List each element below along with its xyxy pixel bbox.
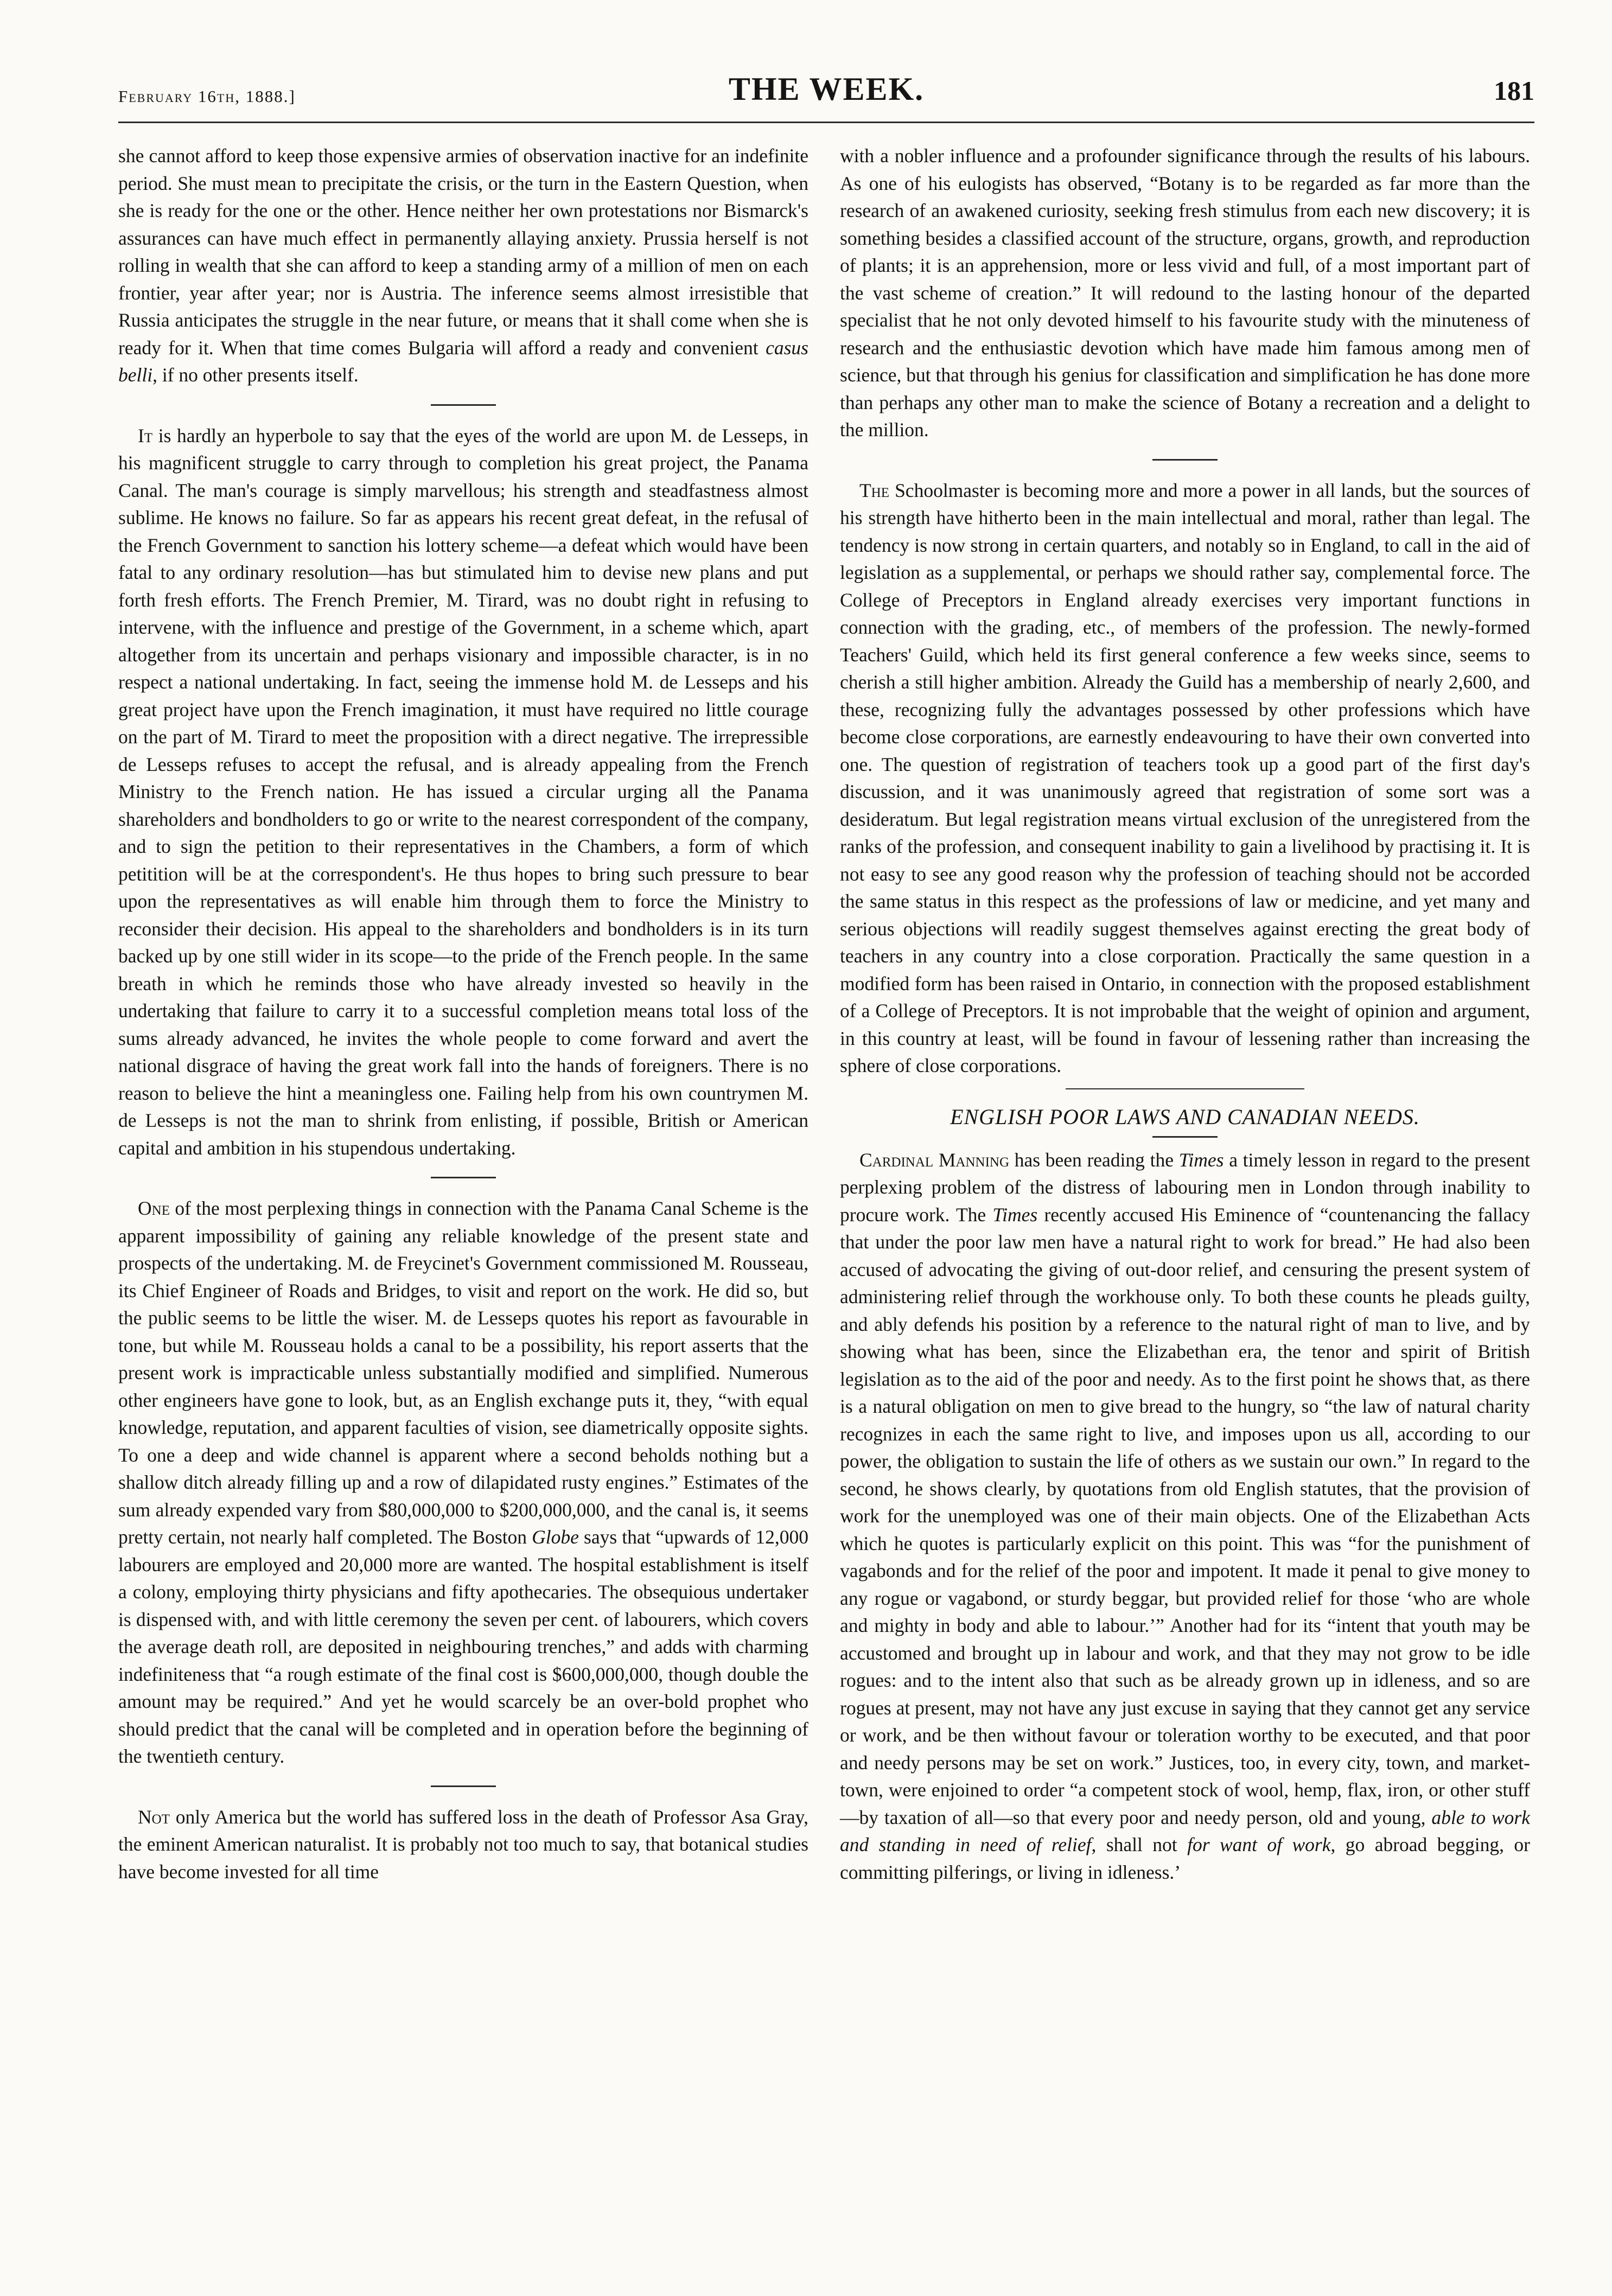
paragraph-schoolmaster [840, 477, 1530, 1080]
section-divider [431, 404, 496, 406]
page-header [118, 64, 1534, 118]
header-rule [118, 122, 1534, 123]
section-divider [1152, 459, 1218, 461]
paragraph-asa-gray [118, 1803, 808, 1886]
masthead-title: THE WEEK. [728, 71, 925, 107]
italic-phrase: Times [1178, 1149, 1224, 1171]
lead-word: The [859, 479, 890, 501]
paragraph-text: only America but the world has suffered loss in the death of Professor Asa Gray, the eminent American naturalist. It is probably not too much to say, that botanical studies have become invested for all time [118, 1806, 808, 1883]
lead-word: Cardinal Manning [859, 1149, 1010, 1171]
paragraph-text: says that “upwards of 12,000 labourers are employed and 20,000 more are wanted. The hospital establishment is itself a colony, employing thirty physicians and fifty apothecaries. The obsequious undertaker is dispensed with, and with little ceremony the seven per cent. of labourers, which covers the average death roll, are deposited in neighbouring trenches,” and adds with charming indefiniteness that “a rough estimate of the final cost is $600,000,000, though double the amount may be required.” And yet he would scarcely be an over-bold prophet who should predict that the canal will be completed and in operation before the beginning of the twentieth century. [118, 1526, 809, 1767]
title-rule [1152, 1136, 1218, 1138]
italic-phrase: for want of work [1187, 1834, 1331, 1855]
lead-word: One [138, 1197, 170, 1219]
paragraph-panama-scheme [118, 1195, 808, 1770]
paragraph-text: she cannot afford to keep those expensive armies of observation inactive for an indefinite period. She must mean to precipitate the crisis, or the turn in the Eastern Question, when she is ready for the one or the other. Hence neither her own protestations nor Bismarck's assurances can have much effect in permanently allaying anxiety. Prussia herself is not rolling in wealth that she can afford to keep a standing army of a million of men on each frontier, year after year; nor is Austria. The inference seems almost irresistible that Russia anticipates the struggle in the near future, or means that it shall come when she is ready for it. When that time comes Bulgaria will afford a ready and convenient [118, 145, 808, 359]
italic-phrase: Globe [532, 1526, 579, 1548]
paragraph-russia [118, 142, 808, 389]
italic-phrase: casus belli [118, 336, 808, 386]
paragraph-text: of the most perplexing things in connection with the Panama Canal Scheme is the apparent impossibility of gaining any reliable knowledge of the present state and prospects of the undertaking. M. de Freycinet's Government commissioned M. Rousseau, its Chief Engineer of Roads and Bridges, to visit and report on the work. He did so, but the public seems to be little the wiser. M. de Lesseps quotes his report as favourable in tone, but while M. Rousseau holds a canal to be a possibility, his report asserts that the present work is impracticable unless substantially modified and simplified. Numerous other engineers have gone to look, but, as an English exchange puts it, they, “with equal knowledge, reputation, and apparent faculties of vision, see diametrically opposite sights. To one a deep and wide channel is apparent where a second beholds nothing but a shallow ditch already filling up and a row of dilapidated rusty engines.” Estimates of the sum already expended vary from $80,000,000 to $200,000,000, and the canal is, it seems pretty certain, not nearly half completed. The Boston [118, 1197, 808, 1548]
lead-word: Not [138, 1806, 170, 1828]
section-divider [431, 1177, 496, 1178]
left-column [118, 142, 808, 1885]
section-title: ENGLISH POOR LAWS AND CANADIAN NEEDS. [950, 1104, 1420, 1129]
paragraph-botany [840, 142, 1530, 444]
italic-phrase: Times [992, 1203, 1038, 1226]
paragraph-text: a timely lesson in regard to the present perplexing problem of the distress of labouring men in London through inability to procure work. The [840, 1149, 1531, 1226]
paragraph-text: , if no other presents itself. [152, 364, 359, 386]
paragraph-text: is hardly an hyperbole to say that the eyes of the world are upon M. de Lesseps, in his magnificent struggle to carry through to completion his great project, the Panama Canal. The man's courage is simply marvellous; his strength and steadfastness almost sublime. He knows no failure. So far as appears his recent great defeat, in the refusal of the French Government to sanction his lottery scheme—a defeat which would have been fatal to any ordinary resolution—has but stimulated him to devise new plans and put forth fresh efforts. The French Premier, M. Tirard, was no doubt right in refusing to intervene, with the influence and prestige of the Government, in a scheme which, apart altogether from its uncertain and perhaps visionary and impossible character, is in no respect a national undertaking. In fact, seeing the immense hold M. de Lesseps and his great project have upon the French imagination, it must have required no little courage on the part of M. Tirard to meet the proposition with a direct negative. The irrepressible de Lesseps refuses to accept the refusal, and is already appealing from the French Ministry to the French nation. He has issued a circular urging all the Panama shareholders and bondholders to go or write to the nearest correspondent of the company, and to sign the petition to their representatives in the Chambers, a form of which petitition will be at the correspondent's. He thus hopes to bring such pressure to bear upon the representatives as will enable him through them to force the Ministry to reconsider their decision. His appeal to the shareholders and bondholders is in its turn backed up by one still wider in its scope—to the pride of the French people. In the same breath in which he reminds those who have already invested so heavily in the undertaking that failure to carry it to a successful completion means total loss of the sums already advanced, he invites the whole people to come forward and avert the national disgrace of having the great work fall into the hands of foreigners. There is no reason to believe the hint a meaningless one. Failing help from his own countrymen M. de Lesseps is not the man to shrink from enlisting, if possible, British or American capital and ambition in his stupendous undertaking. [118, 424, 808, 1159]
paragraph-de-lesseps [118, 422, 808, 1162]
right-column [840, 142, 1530, 1886]
title-rule [1066, 1088, 1304, 1089]
section-divider [431, 1785, 496, 1787]
paragraph-text: with a nobler influence and a profounder significance through the results of his labours. As one of his eulogists has observed, “Botany is to be regarded as far more than the research of an awakened curiosity, seeking fresh stimulus from each new discovery; it is something besides a classified account of the structure, organs, growth, and reproduction of plants; it is an apprehension, more or less vivid and full, of a most important part of the vast scheme of creation.” It will redound to the lasting honour of the departed specialist that he not only devoted himself to his favourite study with the minuteness of research and the enthusiastic devotion which have made him famous among men of science, but that through his genius for classification and simplification he has done more than perhaps any other man to make the science of Botany a recreation and a delight to the million. [840, 145, 1530, 441]
paragraph-text: recently accused His Eminence of “countenancing the fallacy that under the poor law men have a natural right to work for bread.” He had also been accused of advocating the giving of out-door relief, and censuring the present system of administering relief through the workhouse only. To both these counts he pleads guilty, and ably defends his position by a reference to the natural right of man to live, and by showing what has been, since the Elizabethan era, the tenor and spirit of British legislation as to the aid of the poor and needy. As to the first point he shows that, as there is a natural obligation on men to give bread to the hungry, so “the law of natural charity recognizes in each the same right to live, and imposes upon us all, according to our power, the obligation to sustain the life of others as we sustain our own.” In regard to the second, he shows clearly, by quotations from old English statutes, that the provision of work for the unemployed was one of their main objects. One of the Elizabethan Acts which he quotes is particularly explicit on this point. This was “for the punishment of vagabonds and for the relief of the poor and impotent. It made it penal to give money to any rogue or vagabond, or sturdy beggar, but provided relief for those ‘who are whole and mighty in body and able to labour.’” Another had for its “intent that youth may be accustomed and brought up in labour and work, and that they may not grow to be idle rogues: and to the intent also that such as be already grown up in idleness, and so are rogues at present, may not have any just excuse in saying that they cannot get any service or work, and be then without favour or toleration worthy to be executed, and that poor and needy persons may be set on work.” Justices, too, in every city, town, and market-town, were enjoined to order “a competent stock of wool, hemp, flax, iron, or other stuff—by taxation of all—so that every poor and needy person, old and young, [840, 1203, 1530, 1828]
paragraph-text: , shall not [1091, 1834, 1188, 1855]
paragraph-text: , go abroad begging, or committing pilferings, or living in idleness.’ [840, 1834, 1530, 1883]
lead-word: It [138, 424, 153, 447]
italic-phrase: able to work and standing in need of relief [840, 1806, 1530, 1855]
paragraph-text: has been reading the [1009, 1149, 1179, 1171]
page-number: 181 [1494, 75, 1534, 106]
paragraph-poor-laws [840, 1146, 1530, 1886]
issue-date: February 16th, 1888.] [118, 87, 296, 106]
paragraph-text: Schoolmaster is becoming more and more a power in all lands, but the sources of his strength have hitherto been in the main intellectual and moral, rather than legal. The tendency is now strong in certain quarters, and notably so in England, to call in the aid of legislation as a supplemental, or perhaps we should rather say, complemental force. The College of Preceptors in England already exercises very important functions in connection with the grading, etc., of members of the profession. The newly-formed Teachers' Guild, which held its first general conference a few weeks since, seems to cherish a still higher ambition. Already the Guild has a membership of nearly 2,600, and these, recognizing fully the advantages possessed by other professions which have become close corporations, are earnestly endeavouring to have their own converted into one. The question of registration of teachers took up a good part of the first day's discussion, and it was unanimously agreed that registration of some sort was a desideratum. But legal registration means virtual exclusion of the unregistered from the ranks of the profession, and consequent inability to gain a livelihood by practising it. It is not easy to see any good reason why the profession of teaching should not be accorded the same status in this respect as the professions of law or medicine, and yet many and serious objections will readily suggest themselves against erecting the great body of teachers in any country into a close corporation. Practically the same question in a modified form has been raised in Ontario, in connection with the proposed establishment of a College of Preceptors. It is not improbable that the weight of opinion and argument, in this country at least, will be found in favour of lessening rather than increasing the sphere of close corporations. [840, 479, 1530, 1076]
